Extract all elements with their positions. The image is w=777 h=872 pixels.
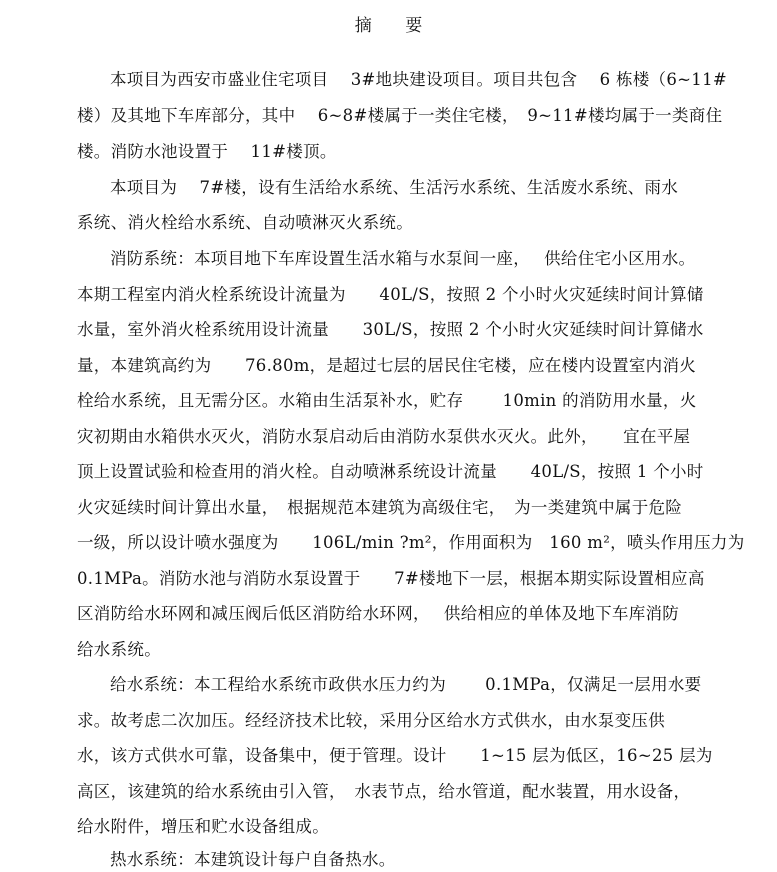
- paragraph-line: 量，本建筑高约为 76.80m，是超过七层的居民住宅楼，应在楼内设置室内消火: [77, 356, 697, 375]
- paragraph-line: 区消防给水环网和减压阀后低区消防给水环网， 供给相应的单体及地下车库消防: [77, 604, 680, 623]
- paragraph-line: 高区，该建筑的给水系统由引入管， 水表节点，给水管道，配水装置，用水设备，: [77, 782, 691, 801]
- paragraph-line: 顶上设置试验和检查用的消火栓。自动喷淋系统设计流量 40L/S，按照 1 个小时: [77, 462, 704, 481]
- paragraph-line: 火灾延续时间计算出水量， 根据规范本建筑为高级住宅， 为一类建筑中属于危险: [77, 498, 683, 517]
- paragraph-line: 一级，所以设计喷水强度为 106L/min ?m²，作用面积为 160 m²，喷头作用压力为: [77, 533, 745, 552]
- paragraph-line: 栓给水系统，且无需分区。水箱由生活泵补水，贮存 10min 的消防用水量，火: [77, 391, 697, 410]
- page-title: 摘 要: [354, 16, 437, 36]
- paragraph-line: 本期工程室内消火栓系统设计流量为 40L/S，按照 2 个小时火灾延续时间计算储: [77, 285, 704, 304]
- paragraph-line: 给水系统：本工程给水系统市政供水压力约为 0.1MPa，仅满足一层用水要: [110, 675, 702, 694]
- paragraph-line: 0.1MPa。消防水池与消防水泵设置于 7#楼地下一层，根据本期实际设置相应高: [77, 569, 705, 588]
- paragraph-line: 热水系统：本建筑设计每户自备热水。: [110, 850, 396, 869]
- paragraph-line: 楼。消防水池设置于 11#楼顶。: [77, 142, 337, 161]
- paragraph-line: 给水系统。: [77, 640, 161, 659]
- paragraph-line: 给水附件，增压和贮水设备组成。: [77, 817, 329, 836]
- paragraph-line: 本项目为西安市盛业住宅项目 3#地块建设项目。项目共包含 6 栋楼（6~11#: [110, 70, 727, 89]
- paragraph-line: 系统、消火栓给水系统、自动喷淋灭火系统。: [77, 213, 413, 232]
- paragraph-line: 灾初期由水箱供水灭火，消防水泵启动后由消防水泵供水灭火。此外， 宜在平屋: [77, 427, 691, 446]
- paragraph-line: 水，该方式供水可靠，设备集中，便于管理。设计 1~15 层为低区，16~25 层为: [77, 746, 713, 765]
- paragraph-line: 消防系统：本项目地下车库设置生活水箱与水泵间一座， 供给住宅小区用水。: [110, 249, 696, 268]
- paragraph-line: 水量，室外消火栓系统用设计流量 30L/S，按照 2 个小时火灾延续时间计算储水: [77, 320, 704, 339]
- paragraph-line: 求。故考虑二次加压。经经济技术比较，采用分区给水方式供水，由水泵变压供: [77, 711, 665, 730]
- paragraph-line: 本项目为 7#楼，设有生活给水系统、生活污水系统、生活废水系统、雨水: [110, 178, 679, 197]
- paragraph-line: 楼）及其地下车库部分，其中 6~8#楼属于一类住宅楼， 9~11#楼均属于一类商住: [77, 106, 723, 125]
